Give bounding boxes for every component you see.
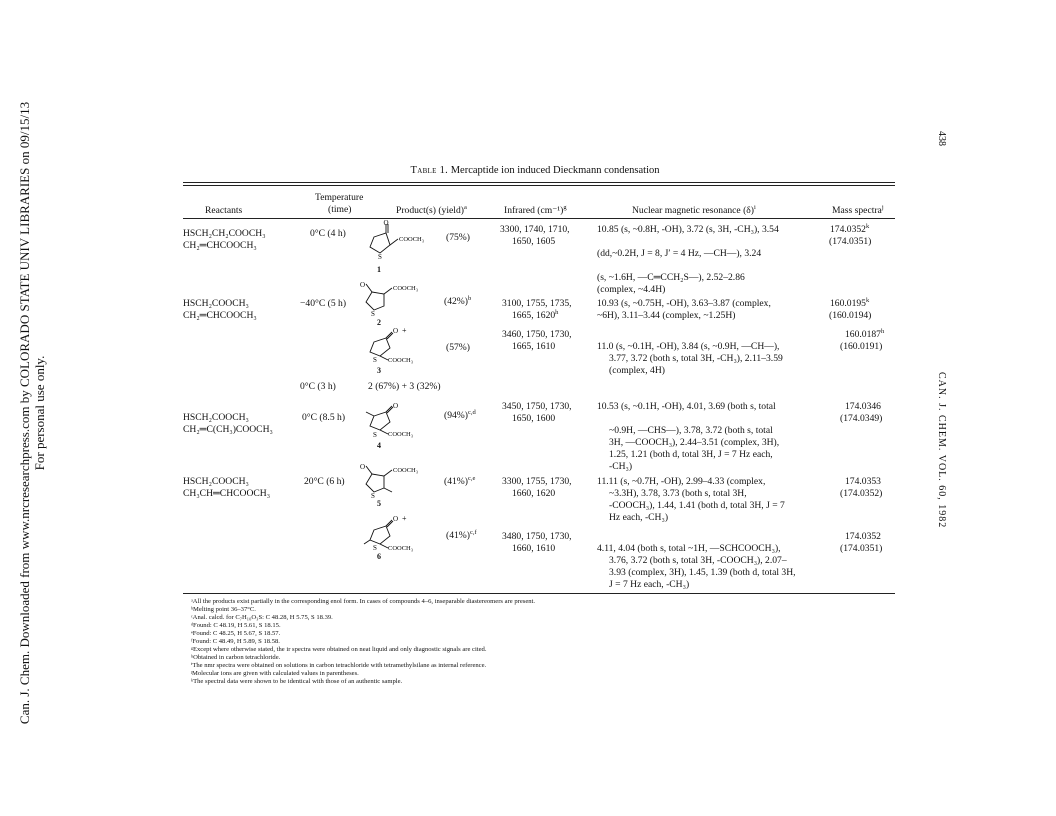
footnote-i: ⁱThe nmr spectra were obtained on solutions in carbon tetrachloride with tetramethylsilane as internal reference. [191,662,487,669]
r2-nmr-5: 11.0 (s, ~0.1H, -OH), 3.84 (s, ~0.9H, —CH—), [597,341,780,352]
compound-label-4: 4 [377,441,381,450]
r1-nmr-1: 10.85 (s, ~0.8H, -OH), 3.72 (s, 3H, -CH₃), 3.54 [597,224,779,235]
r3-nmr-5: -CH₃) [609,461,633,472]
structure-oxygen-6: O [393,515,399,523]
r4-ir-3: 3480, 1750, 1730, [502,531,572,542]
r3-temperature: 0°C (8.5 h) [302,412,346,423]
compound-1-structure [364,219,444,263]
header-nmr: Nuclear magnetic resonance $(\delta)^i$ [632,203,756,216]
compound-label-6: 6 [377,552,381,561]
r4-ir-4: 1660, 1610 [512,543,556,554]
header-products: Product(s) (yield)$^a$ [396,203,467,216]
table-title: Mercaptide ion induced Dieckmann condensation [450,165,660,176]
header-rule [183,218,895,219]
r2-nmr-2: ~6H), 3.11–3.44 (complex, ~1.25H) [597,310,736,321]
r4-ms-3: 174.0352 [845,531,881,542]
r4-ir-2: 1660, 1620 [512,488,556,499]
footnote-k: ᵏThe spectral data were shown to be identical with those of an authentic sample. [191,678,403,685]
structure-sulfur-3: S [373,356,377,364]
r1-ir-2: 1650, 1605 [512,236,556,247]
r3-reactant-1: HSCH₂COOCH₃ [183,412,249,423]
header-reactants: Reactants [205,205,243,216]
r2-yield-3: (57%) [446,342,470,353]
structure-cooch3-3: COOCH₃ [388,357,414,364]
r4-ms-1: 174.0353 [845,476,881,487]
top-rule [183,182,895,183]
r4-nmr-2: ~3.3H), 3.78, 3.73 (both s, total 3H, [609,488,747,499]
footnote-e: ᵉFound: C 48.25, H 5.67, S 18.57. [191,630,281,637]
r1-nmr-4: (complex, ~4.4H) [597,284,666,295]
footnote-a: ᵃAll the products exist partially in the corresponding enol form. In cases of compounds 4–6, inseparable diastereomers are present. [191,598,536,605]
r2-ms-1: 160.0195$^k$ [830,296,870,309]
structure-oxygen-4: O [393,402,399,410]
journal-running-head: CAN. J. CHEM. VOL. 60, 1982 [936,372,947,529]
r2-reactant-2: CH₂═CHCOOCH₃ [183,310,257,321]
structure-plus-2: + [402,514,407,523]
compound-label-2: 2 [377,318,381,327]
r1-reactant-2: CH₂═CHCOOCH₃ [183,240,257,251]
compound-label-1: 1 [377,265,381,274]
r3-nmr-3: 3H, —COOCH₃), 2.44–3.51 (complex, 3H), [609,437,780,448]
r4-temperature: 20°C (6 h) [304,476,345,487]
structure-cooch3: COOCH₃ [399,236,425,243]
compound-label-5: 5 [377,499,381,508]
r2-temperature: −40°C (5 h) [300,298,347,309]
r3-ms-1: 174.0346 [845,401,881,412]
r1-ir-1: 3300, 1740, 1710, [500,224,570,235]
r1-temperature: 0°C (4 h) [310,228,346,239]
r4-yield-6: $(41\%)^{c,f}$ [446,528,477,541]
table-label: Table 1. [410,165,449,176]
footnote-b: ᵇMelting point 36–37°C. [191,606,256,613]
header-infrared: Infrared $(cm^{-1})^g$ [504,203,567,216]
structure-plus-1: + [402,326,407,335]
r4-nmr-8: J = 7 Hz each, -CH₃) [609,579,690,590]
r1-ms-2: (174.0351) [829,236,872,247]
r4-reactant-2: CH₃CH═CHCOOCH₃ [183,488,271,499]
structure-oxygen-3: O [393,327,399,335]
compound-6-structure [360,510,450,554]
r2-ms-3: 160.0187$^h$ [845,327,885,340]
footnote-h: ʰObtained in carbon tetrachloride. [191,654,281,661]
r2-mixture-yield: 2 (67%) + 3 (32%) [368,381,441,392]
table-caption [180,165,890,176]
compound-5-structure [358,460,438,500]
r1-nmr-2: (dd,~0.2H, J = 8, J′ = 4 Hz, —CH—), 3.24 [597,248,762,259]
r4-yield: $(41\%)^{c,e}$ [444,474,476,487]
r1-reactant-1: HSCH₂CH₂COOCH₃ [183,228,266,239]
footnote-c: ᶜAnal. calcd. for C₇H₁₀O₃S: C 48.28, H 5.75, S 18.39. [191,614,333,621]
r2-nmr-7: (complex, 4H) [609,365,665,376]
footnote-g: ᵍExcept where otherwise stated, the ir spectra were obtained on neat liquid and only diagnostic signals are cited. [191,646,487,653]
structure-cooch3-2: COOCH₃ [393,285,419,292]
compound-label-3: 3 [377,366,381,375]
footnote-f: ᶠFound: C 48.49, H 5.89, S 18.58. [191,638,280,645]
footnote-d: ᵈFound: C 48.19, H 5.61, S 18.15. [191,622,281,629]
r3-ir-1: 3450, 1750, 1730, [502,401,572,412]
structure-sulfur-5: S [371,492,375,500]
page-number: 438 [936,131,947,146]
compound-3-structure [360,322,450,366]
structure-sulfur-6: S [373,544,377,552]
r4-nmr-6: 3.76, 3.72 (both s, total 3H, -COOCH₃), 2.07– [609,555,787,566]
header-mass: Mass spectra$^j$ [832,203,884,216]
r1-ms-1: 174.0352$^k$ [830,222,870,235]
r4-ms-4: (174.0351) [840,543,883,554]
r2-reactant-1: HSCH₂COOCH₃ [183,298,249,309]
r2-nmr-6: 3.77, 3.72 (both s, total 3H, -CH₃), 2.11–3.59 [609,353,783,364]
structure-oxygen: O [383,219,389,227]
footnote-j: ʲMolecular ions are given with calculated values in parentheses. [191,670,359,677]
r2-ms-4: (160.0191) [840,341,883,352]
r1-yield: (75%) [446,232,470,243]
structure-cooch3-5: COOCH₃ [393,467,419,474]
r2-ir-2: 1665, 1620$^h$ [512,308,559,321]
top-rule-2 [183,185,895,186]
r2-ir-1: 3100, 1755, 1735, [502,298,572,309]
r3-reactant-2: CH₂═C(CH₃)COOCH₃ [183,424,273,435]
header-temperature: Temperature [315,192,364,203]
compound-4-structure [360,400,440,442]
structure-sulfur-2: S [371,310,375,318]
structure-sulfur-4: S [373,431,377,439]
r4-nmr-7: 3.93 (complex, 3H), 1.45, 1.39 (both d, total 3H, [609,567,796,578]
header-time: (time) [328,204,352,215]
r3-yield: $(94\%)^{c,d}$ [444,408,476,421]
structure-sulfur: S [378,253,382,261]
r4-ms-2: (174.0352) [840,488,883,499]
r4-nmr-4: Hz each, -CH₃) [609,512,669,523]
r3-nmr-1: 10.53 (s, ~0.1H, -OH), 4.01, 3.69 (both s, total [597,401,776,412]
r4-nmr-1: 11.11 (s, ~0.7H, -OH), 2.99–4.33 (complex, [597,476,766,487]
download-notice-line2: For personal use only. [32,355,47,471]
download-notice [17,33,47,793]
r2-ir-3: 3460, 1750, 1730, [502,329,572,340]
r2-yield: $(42\%)^b$ [444,294,472,307]
r2-nmr-1: 10.93 (s, ~0.75H, -OH), 3.63–3.87 (complex, [597,298,771,309]
r1-nmr-3: (s, ~1.6H, —C═CCH₂S—), 2.52–2.86 [597,272,745,283]
structure-oxygen-5: O [360,463,366,471]
r3-ir-2: 1650, 1600 [512,413,556,424]
r4-reactant-1: HSCH₂COOCH₃ [183,476,249,487]
structure-cooch3-4: COOCH₃ [388,431,414,438]
r3-nmr-4: 1.25, 1.21 (both d, total 3H, J = 7 Hz each, [609,449,773,460]
r2-temperature-2: 0°C (3 h) [300,381,336,392]
r4-ir-1: 3300, 1755, 1730, [502,476,572,487]
r2-ir-4: 1665, 1610 [512,341,556,352]
r4-nmr-3: -COOCH₃), 1.44, 1.41 (both d, total 3H, J = 7 [609,500,785,511]
structure-oxygen-2: O [360,281,366,289]
r3-ms-2: (174.0349) [840,413,883,424]
bottom-rule [183,593,895,594]
download-notice-line1: Can. J. Chem. Downloaded from www.nrcresearchpress.com by COLORADO STATE UNIV LIBRARIES on 09/15/13 [17,101,32,725]
r3-nmr-2: ~0.9H, —CHS—), 3.78, 3.72 (both s, total [609,425,773,436]
structure-cooch3-6: COOCH₃ [388,545,414,552]
r4-nmr-5: 4.11, 4.04 (both s, total ~1H, —SCHCOOCH₃), [597,543,781,554]
compound-2-structure [358,280,438,318]
r2-ms-2: (160.0194) [829,310,872,321]
